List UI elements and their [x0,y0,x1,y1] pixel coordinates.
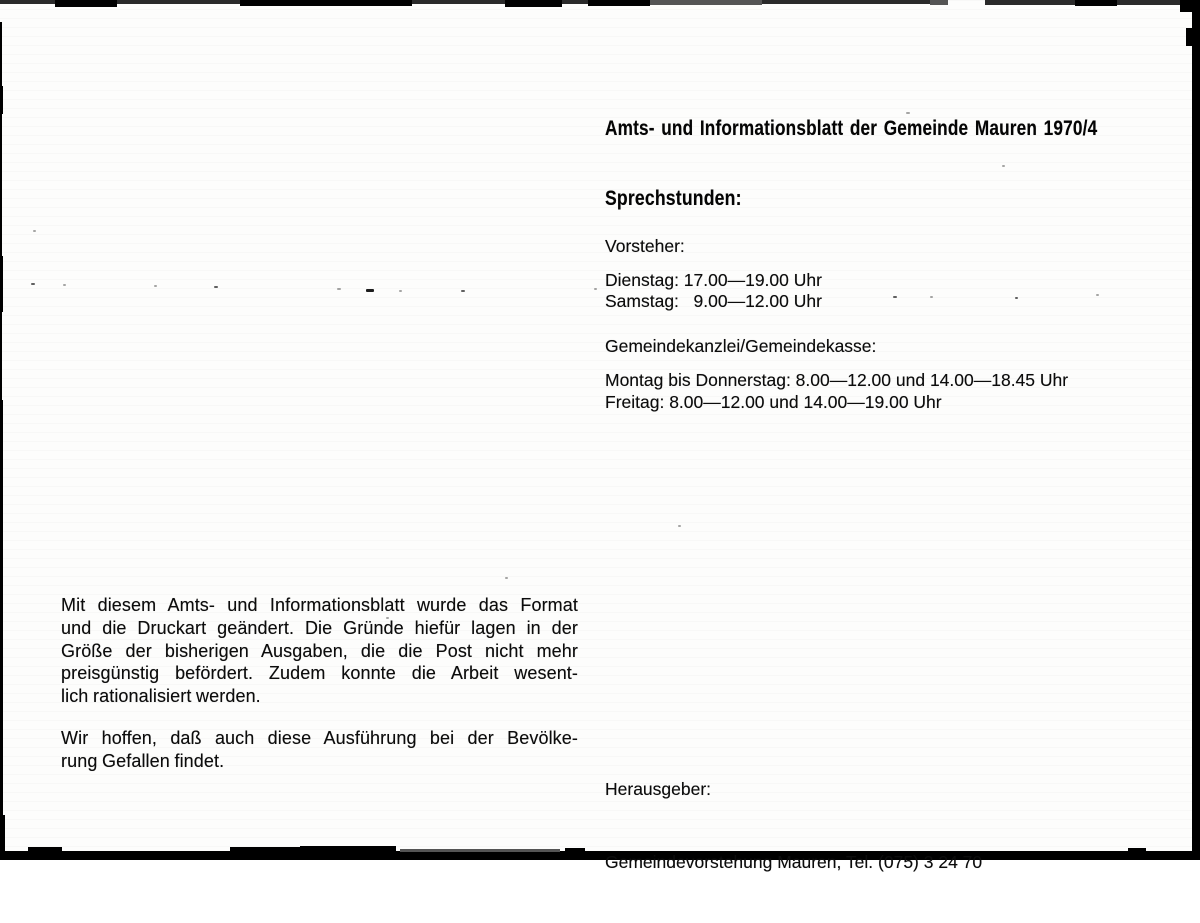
text-line: Dienstag: 17.00—19.00 Uhr [605,270,822,290]
scan-speck [1096,294,1099,296]
office-hours-times-vorsteher [605,270,822,312]
scan-border-top-blob [1075,0,1117,6]
scan-speck [214,286,218,288]
scan-speck [893,296,897,298]
scan-speck [1002,165,1005,167]
office-hours-heading: Sprechstunden: [605,187,742,210]
scan-speck [337,288,341,290]
text-line: preisgünstig befördert. Zudem konnte die Arbeit wesent- [61,663,578,684]
publisher-value: Gemeindevorstehung Mauren, Tel. (075) 3 24 70 [605,852,983,873]
scan-speck [594,288,597,290]
scan-border-bottom-fringe [400,849,560,852]
text-line: und die Druckart geändert. Die Gründe hiefür lagen in der [61,617,578,638]
scan-border-right-notch [1186,28,1192,46]
scan-border-bottom-fringe [565,848,585,852]
scan-border-bottom [0,851,1200,860]
text-line: Wir hoffen, daß auch diese Ausführung bei der Bevölke- [61,728,578,748]
scan-border-bottom-fringe [300,846,396,852]
text-line: Samstag: 9.00—12.00 Uhr [605,291,822,311]
text-line: Mit diesem Amts- und Informationsblatt wurde das Format [61,595,578,615]
scan-speck [906,112,910,114]
office-hours-label-gemeindekanzlei: Gemeindekanzlei/Gemeindekasse: [605,336,877,356]
scan-speck [31,283,35,285]
scan-border-left-thick [0,256,3,312]
scan-speck [678,525,681,527]
scan-speck [930,296,933,298]
scan-border-bottom-fringe [1128,848,1146,852]
scan-border-top [0,0,948,4]
scan-border-top-blob [930,0,948,5]
masthead-title: Amts- und Informationsblatt der Gemeinde Mauren 1970/4 [605,117,1098,140]
scan-speck [461,290,465,292]
scan-border-top-blob [650,0,762,5]
scan-speck [386,617,389,619]
text-line: lich rationalisiert werden. [61,686,261,707]
notice-paragraph-1 [61,594,578,708]
scan-border-top-blob [505,0,562,7]
scan-border-top-blob [588,0,650,6]
scan-speck [33,230,36,232]
scan-border-top-blob [55,0,117,7]
office-hours-label-vorsteher: Vorsteher: [605,236,685,256]
publisher-label: Herausgeber: [605,779,712,800]
office-hours-times-gemeindekanzlei [605,370,1068,413]
scan-border-right [1192,0,1200,860]
scan-border-left-thick [0,86,3,114]
scan-border-left-corner [0,815,5,860]
notice-paragraph-2 [61,727,578,773]
scan-border-left-thick [0,400,3,860]
scan-speck [399,290,402,292]
text-line: Größe der bisherigen Ausgaben, die die Post nicht mehr [61,640,578,661]
scan-border-bottom-fringe [230,847,300,852]
scan-speck [1015,297,1018,299]
scan-speck [366,289,374,292]
scan-speck [63,284,66,286]
text-line: Freitag: 8.00—12.00 und 14.00—19.00 Uhr [605,391,942,412]
scan-speck [154,285,157,287]
scan-border-bottom-fringe [28,847,62,852]
text-line: Montag bis Donnerstag: 8.00—12.00 und 14.00—18.45 Uhr [605,370,1069,390]
text-line: rung Gefallen findet. [61,750,225,771]
publisher-block [605,729,982,923]
scan-border-top-blob [240,0,412,6]
scan-speck [505,577,508,579]
